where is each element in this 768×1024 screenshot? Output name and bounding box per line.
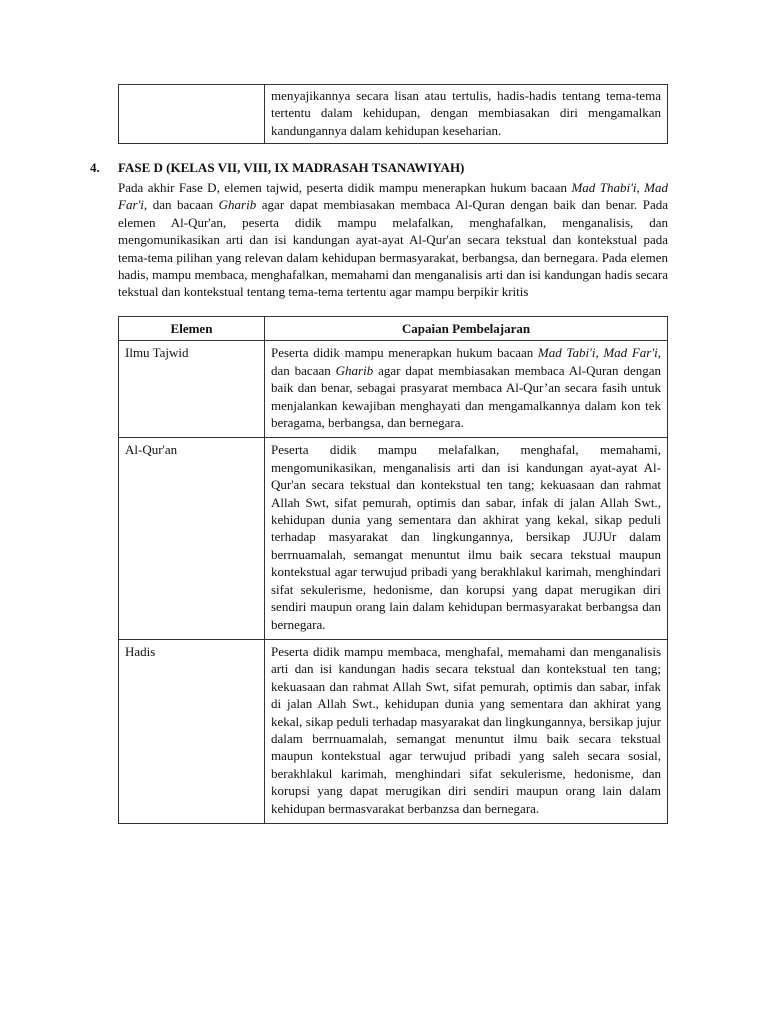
element-name: Al-Qur'an (119, 438, 265, 639)
section-heading (90, 159, 670, 176)
table-row (119, 639, 668, 823)
section-number: 4. (90, 160, 100, 175)
capaian-text-part: dan bacaan (271, 362, 336, 378)
capaian-italic-term: Mad Tabi'i, Mad Far'i, (537, 345, 661, 361)
table-row (119, 438, 668, 639)
capaian-text: Peserta didik mampu membaca, menghafal, memahami dan menganalisis arti dan isi kandungan hadis secara tekstual dan kontekstual ten tang; kekuasaan dan rahmat Allah Swt, sifat pemurah, optimis dan sabar, infak di jalan Allah Swt., kehidupan dunia yang sementara dan akhirat yang kekal, sikap peduli terhadap masyarakat dan lingkungannya, bersikap jujur dalam berrnuamalah, semangat menuntut ilmu baik secara tekstual maupun kontekstual agar terwujud pribadi yang saleh secara sosial, berakhlakul karimah, menghindari sifat sekulerisme, hedonisme, dan korupsi yang dapat merugikan diri sendiri maupun orang lain dalam kehidupan bermasvarakat berbanzsa dan bernegara. (265, 639, 668, 823)
capaian-text: Peserta didik mampu melafalkan, menghafal, memahami, mengomunikasikan, menganalisis arti dan isi kandungan ayat-ayat Al-Qur'an secara tekstual dan kontekstual ten tang; kekuasaan dan rahmat Allah Swt, sifat pemurah, optimis dan sabar, infak di jalan Allah Swt., kehidupan dunia yang sementara dan akhirat yang kekal, sikap peduli terhadap masyarakat dan lingkungannya, bersikap JUJUr dalam berrnuamalah, semangat menuntut ilmu baik secara tekstual maupun kontekstual agar terwujud pribadi yang berakhlakul karimah, menghindari sifat sekulerisme, hedonisme, dan korupsi yang dapat merugikan diri sendiri maupun orang lain dalam kehidupan bermasyarakat berbangsa dan bernegara. (265, 438, 668, 639)
capaian-text (265, 341, 668, 438)
capaian-text-part: agar dapat membiasakan membaca Al-Quran dengan baik dan benar, sebagai prasyarat membaca Al-Qur’an secara fasih untuk menjalankan kewajiban menghayati dan mengamalkannya dalam kon tek beragama, berbangsa, dan bernegara. (271, 362, 661, 431)
capaian-text-part: Peserta didik mampu menerapkan hukum bacaan (271, 345, 538, 361)
capaian-italic-term: Gharib (335, 362, 374, 378)
header-elemen: Elemen (119, 317, 265, 341)
intro-text: agar dapat membiasakan membaca Al-Quran dengan baik dan benar. Pada elemen Al-Qur'an, peserta didik mampu melafalkan, menghafalkan, menganalisis, dan mengomunikasikan arti dan isi kandungan ayat-ayat Al-Qur'an secara tekstual dan kontekstual pada tema-tema pilihan yang relevan dalam kehidupan bermasyarakat, berbangsa, dan bernegara. Pada elemen hadis, mampu membaca, menghafalkan, memahami dan menganalisis arti dan isi kandungan hadis secara tekstual dan kontekstual tentang tema-tema tertentu agar mampu berpikir kritis (118, 197, 669, 300)
header-capaian: Capaian Pembelajaran (265, 317, 668, 341)
section-title: FASE D (KELAS VII, VIII, IX MADRASAH TSANAWIYAH) (118, 160, 465, 175)
table-cell-empty (119, 85, 265, 144)
table-row (119, 341, 668, 438)
table-cell-text: menyajikannya secara lisan atau tertulis, hadis-hadis tentang tema-tema tertentu dalam kehidupan, dengan membiasakan diri mengamalkan kandungannya dalam kehidupan keseharian. (265, 85, 668, 144)
table-row (119, 85, 668, 144)
table-header-row (119, 317, 668, 341)
intro-text: dan bacaan (147, 197, 219, 213)
element-name: Ilmu Tajwid (119, 341, 265, 438)
element-name: Hadis (119, 639, 265, 823)
intro-italic-term: Gharib (218, 197, 257, 213)
intro-paragraph (118, 179, 668, 301)
capaian-table (118, 316, 668, 824)
continued-table (118, 84, 668, 144)
intro-italic-term: Mad Thabi'i, Mad Far'i, (118, 180, 668, 213)
intro-text: Pada akhir Fase D, elemen tajwid, peserta didik mampu menerapkan hukum bacaan (118, 180, 572, 195)
